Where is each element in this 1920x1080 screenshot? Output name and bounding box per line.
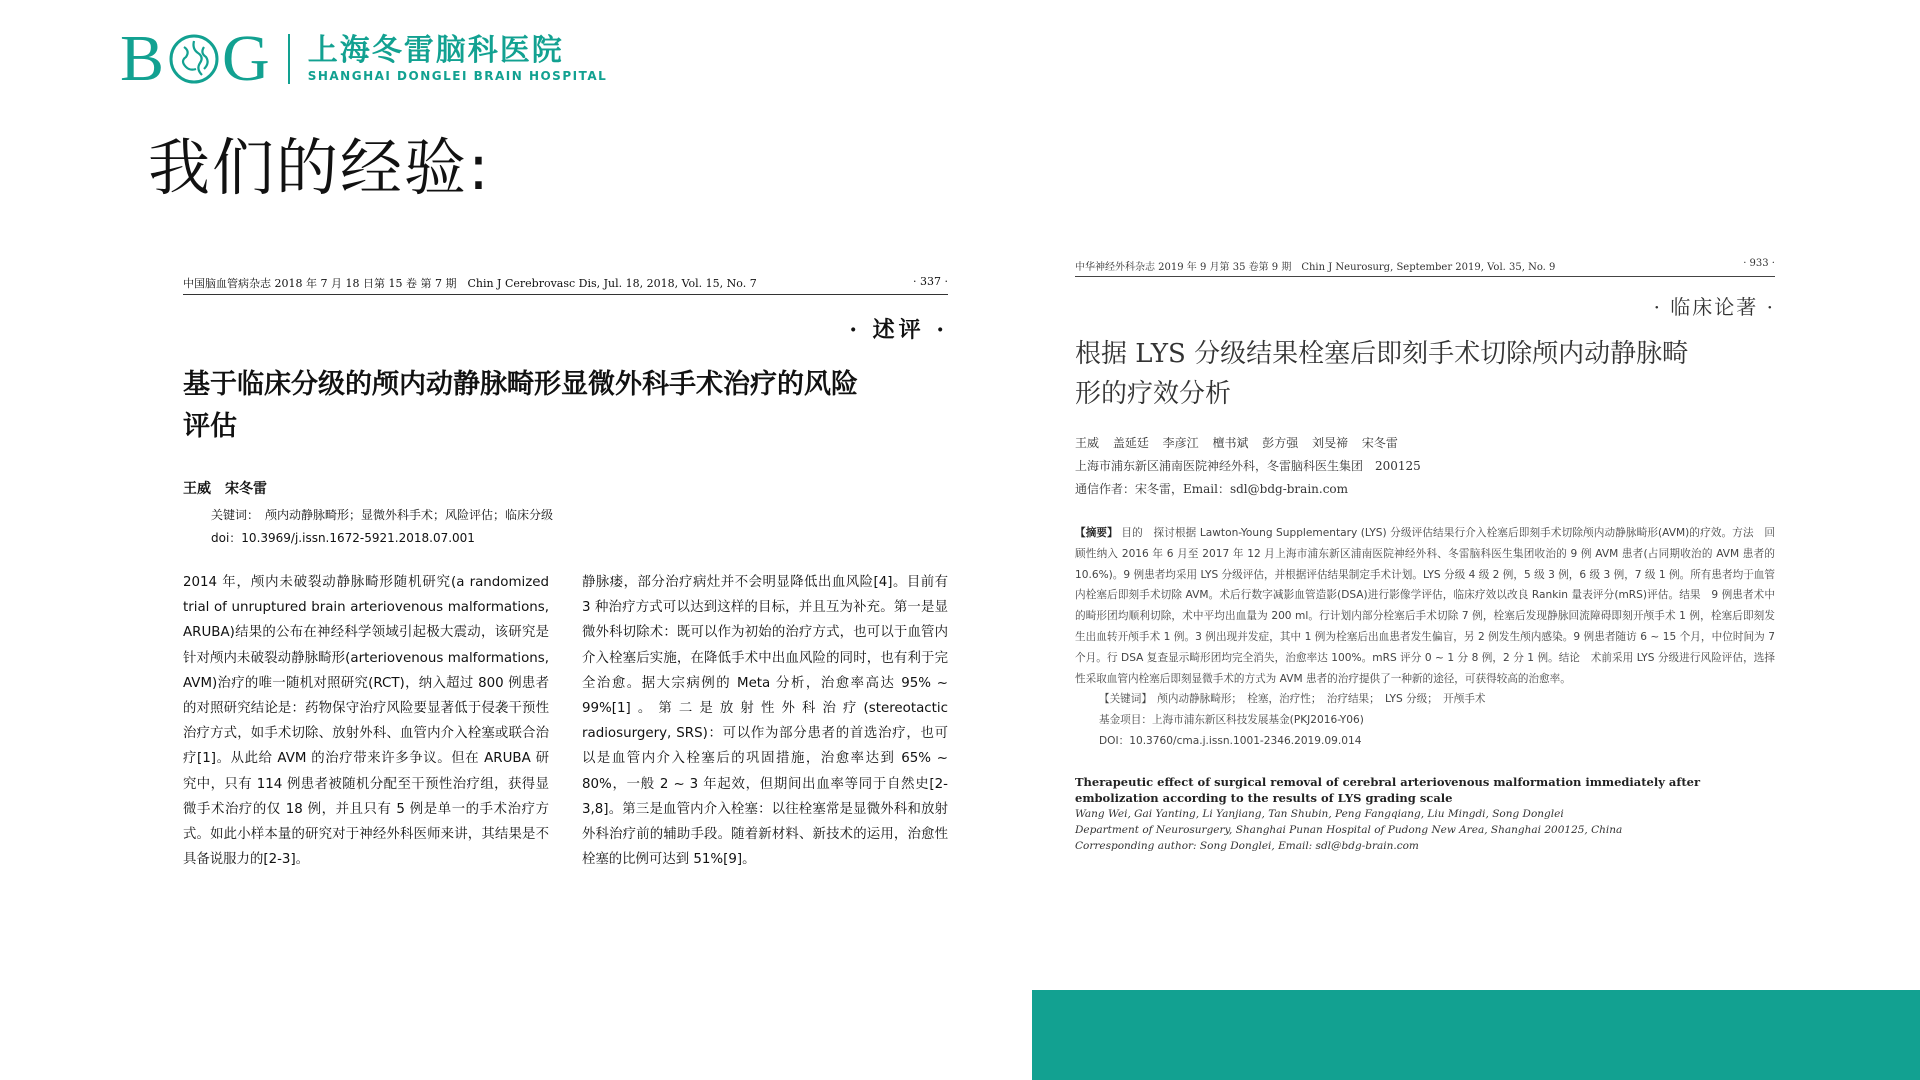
paper-2-doi: DOI：10.3760/cma.j.issn.1001-2346.2019.09.014 — [1099, 734, 1362, 747]
paper-1-journal-line: 中国脑血管病杂志 2018 年 7 月 18 日第 15 卷 第 7 期 Chin J Cerebrovasc Dis, Jul. 18, 2018, Vol. 15, No. 7 — [183, 277, 757, 290]
hospital-name-cn: 上海冬雷脑科医院 — [307, 33, 564, 68]
paper-2-journal-line: 中华神经外科杂志 2019 年 9 月第 35 卷第 9 期 Chin J Neurosurg, September 2019, Vol. 35, No. 9 — [1075, 262, 1556, 273]
paper-1-column-left: 2014 年，颅内未破裂动静脉畸形随机研究(a randomized trial of unruptured brain arteriovenous malformations, ARUBA)结果的公布在神经科学领域引起极大震动，该研究是针对颅内未破裂动静脉畸形(arteriovenous malformations, AVM)治疗的唯一随机对照研究(RCT)，纳入超过 800 例患者的对照研究结论是：药物保守治疗风险要显著低于侵袭干预性治疗方式，如手术切除、放射外科、血管内介入栓塞或联合治疗[1]。从此给 AVM 的治疗带来许多争议。但在 ARUBA 研究中，只有 114 例患者被随机分配至干预性治疗组，获得显微手术治疗的仅 18 例，并且只有 5 例是单一的手术治疗方式。如此小样本量的研究对于神经外科医师来讲，其结果是不具备说服力的[2-3]。 — [183, 575, 549, 868]
paper-1-scan — [183, 275, 948, 935]
paper-2-abstract-label: 【摘要】 — [1075, 527, 1118, 539]
paper-2-english-affiliation: Department of Neurosurgery, Shanghai Punan Hospital of Pudong New Area, Shanghai 200125, China — [1075, 823, 1623, 836]
bdg-logo-mark — [120, 22, 272, 95]
paper-1-authors: 王威 宋冬雷 — [183, 481, 267, 497]
slide-title: 我们的经验: — [148, 131, 491, 204]
hospital-name-en: SHANGHAI DONGLEI BRAIN HOSPITAL — [307, 69, 608, 83]
paper-2-scan — [1075, 258, 1775, 938]
logo-letter-g: G — [222, 22, 272, 95]
paper-2-section: · 临床论著 · — [1653, 295, 1775, 319]
hospital-logo — [120, 22, 608, 95]
paper-1-title: 基于临床分级的颅内动静脉畸形显微外科手术治疗的风险评估 — [183, 369, 858, 442]
paper-2-abstract — [1075, 523, 1775, 689]
paper-2-corresponding: 通信作者：宋冬雷，Email：sdl@bdg-brain.com — [1075, 482, 1349, 496]
paper-2-page-number: · 933 · — [1743, 258, 1775, 269]
paper-1-page-number: · 337 · — [913, 275, 948, 288]
paper-2-english-authors: Wang Wei, Gai Yanting, Li Yanjiang, Tan Shubin, Peng Fangqiang, Liu Mingdi, Song Donglei — [1075, 807, 1564, 820]
paper-2-english-corresponding: Corresponding author: Song Donglei, Email: sdl@bdg-brain.com — [1075, 839, 1419, 852]
logo-letter-b: B — [120, 22, 167, 95]
paper-2-journal-header — [1075, 258, 1775, 277]
paper-2-english-title: Therapeutic effect of surgical removal of cerebral arteriovenous malformation immediately after embolization according to the results of LYS grading scale — [1075, 774, 1701, 805]
paper-2-abstract-text: 目的 探讨根据 Lawton-Young Supplementary (LYS) 分级评估结果行介入栓塞后即刻手术切除颅内动静脉畸形(AVM)的疗效。方法 回顾性纳入 2016 年 6 月至 2017 年 12 月上海市浦东新区浦南医院神经外科、冬雷脑科医生集团收治的 9 例 AVM 患者(占同期收治的 AVM 患者的 10.6%)。9 例患者均采用 LYS 分级评估，并根据评估结果制定手术计划。LYS 分级 4 级 2 例，5 级 3 例，6 级 3 例，7 级 1 例。所有患者均于血管内栓塞后即刻手术切除 AVM。术后行数字减影血管造影(DSA)进行影像学评估，临床疗效以改良 Rankin 量表评分(mRS)评估。结果 9 例患者术中的畸形团均顺利切除，术中平均出血量为 200 ml。行计划内部分栓塞后手术切除 7 例，栓塞后发现静脉回流障碍即刻开颅手术 1 例，栓塞后即刻发生出血转开颅手术 1 例。3 例出现并发症，其中 1 例为栓塞后出血患者发生偏盲，另 2 例发生颅内感染。9 例患者随访 6 ~ 15 个月，中位时间为 7 个月。行 DSA 复查显示畸形团均完全消失，治愈率达 100%。mRS 评分 0 ~ 1 分 8 例，2 分 1 例。结论 术前采用 LYS 分级进行风险评估，选择性采取血管内栓塞后即刻显微手术的方式为 AVM 患者的治疗提供了一种新的途径，可获得较高的治愈率。 — [1075, 527, 1775, 685]
paper-1-doi: doi：10.3969/j.issn.1672-5921.2018.07.001 — [211, 531, 475, 545]
logo-divider — [288, 34, 290, 84]
paper-2-fund: 基金项目：上海市浦东新区科技发展基金(PKJ2016-Y06) — [1099, 714, 1364, 727]
paper-2-affiliation: 上海市浦东新区浦南医院神经外科，冬雷脑科医生集团 200125 — [1075, 459, 1421, 473]
brain-icon — [168, 33, 220, 85]
paper-2-authors: 王威 盖延廷 李彦江 檀书斌 彭方强 刘旻禘 宋冬雷 — [1075, 436, 1398, 450]
teal-accent-bar — [1032, 990, 1920, 1080]
paper-1-section: · 述评 · — [849, 317, 948, 343]
paper-2-title: 根据 LYS 分级结果栓塞后即刻手术切除颅内动静脉畸形的疗效分析 — [1075, 339, 1689, 409]
paper-1-keywords: 关键词： 颅内动静脉畸形；显微外科手术；风险评估；临床分级 — [211, 508, 554, 522]
paper-1-journal-header — [183, 275, 948, 295]
paper-2-keywords: 【关键词】 颅内动静脉畸形； 栓塞，治疗性； 治疗结果； LYS 分级； 开颅手术 — [1099, 693, 1486, 706]
paper-1-body — [183, 570, 948, 920]
paper-1-column-right: 静脉瘘，部分治疗病灶并不会明显降低出血风险[4]。目前有 3 种治疗方式可以达到这样的目标，并且互为补充。第一是显微外科切除术：既可以作为初始的治疗方式，也可以于血管内介入栓塞后实施，在降低手术中出血风险的同时，也有利于完全治愈。据大宗病例的 Meta 分析，治愈率高达 95% ~ 99%[1]。第二是放射性外科治疗(stereotactic radiosurgery, SRS)：可以作为部分患者的首选治疗，也可以是血管内介入栓塞后的巩固措施，治愈率达到 65% ~ 80%，一般 2 ~ 3 年起效，但期间出血率等同于自然史[2-3,8]。第三是血管内介入栓塞：以往栓塞常是显微外科和放射外科治疗前的辅助手段。随着新材料、新技术的运用，治愈性栓塞的比例可达到 51%[9]。 — [582, 575, 948, 868]
